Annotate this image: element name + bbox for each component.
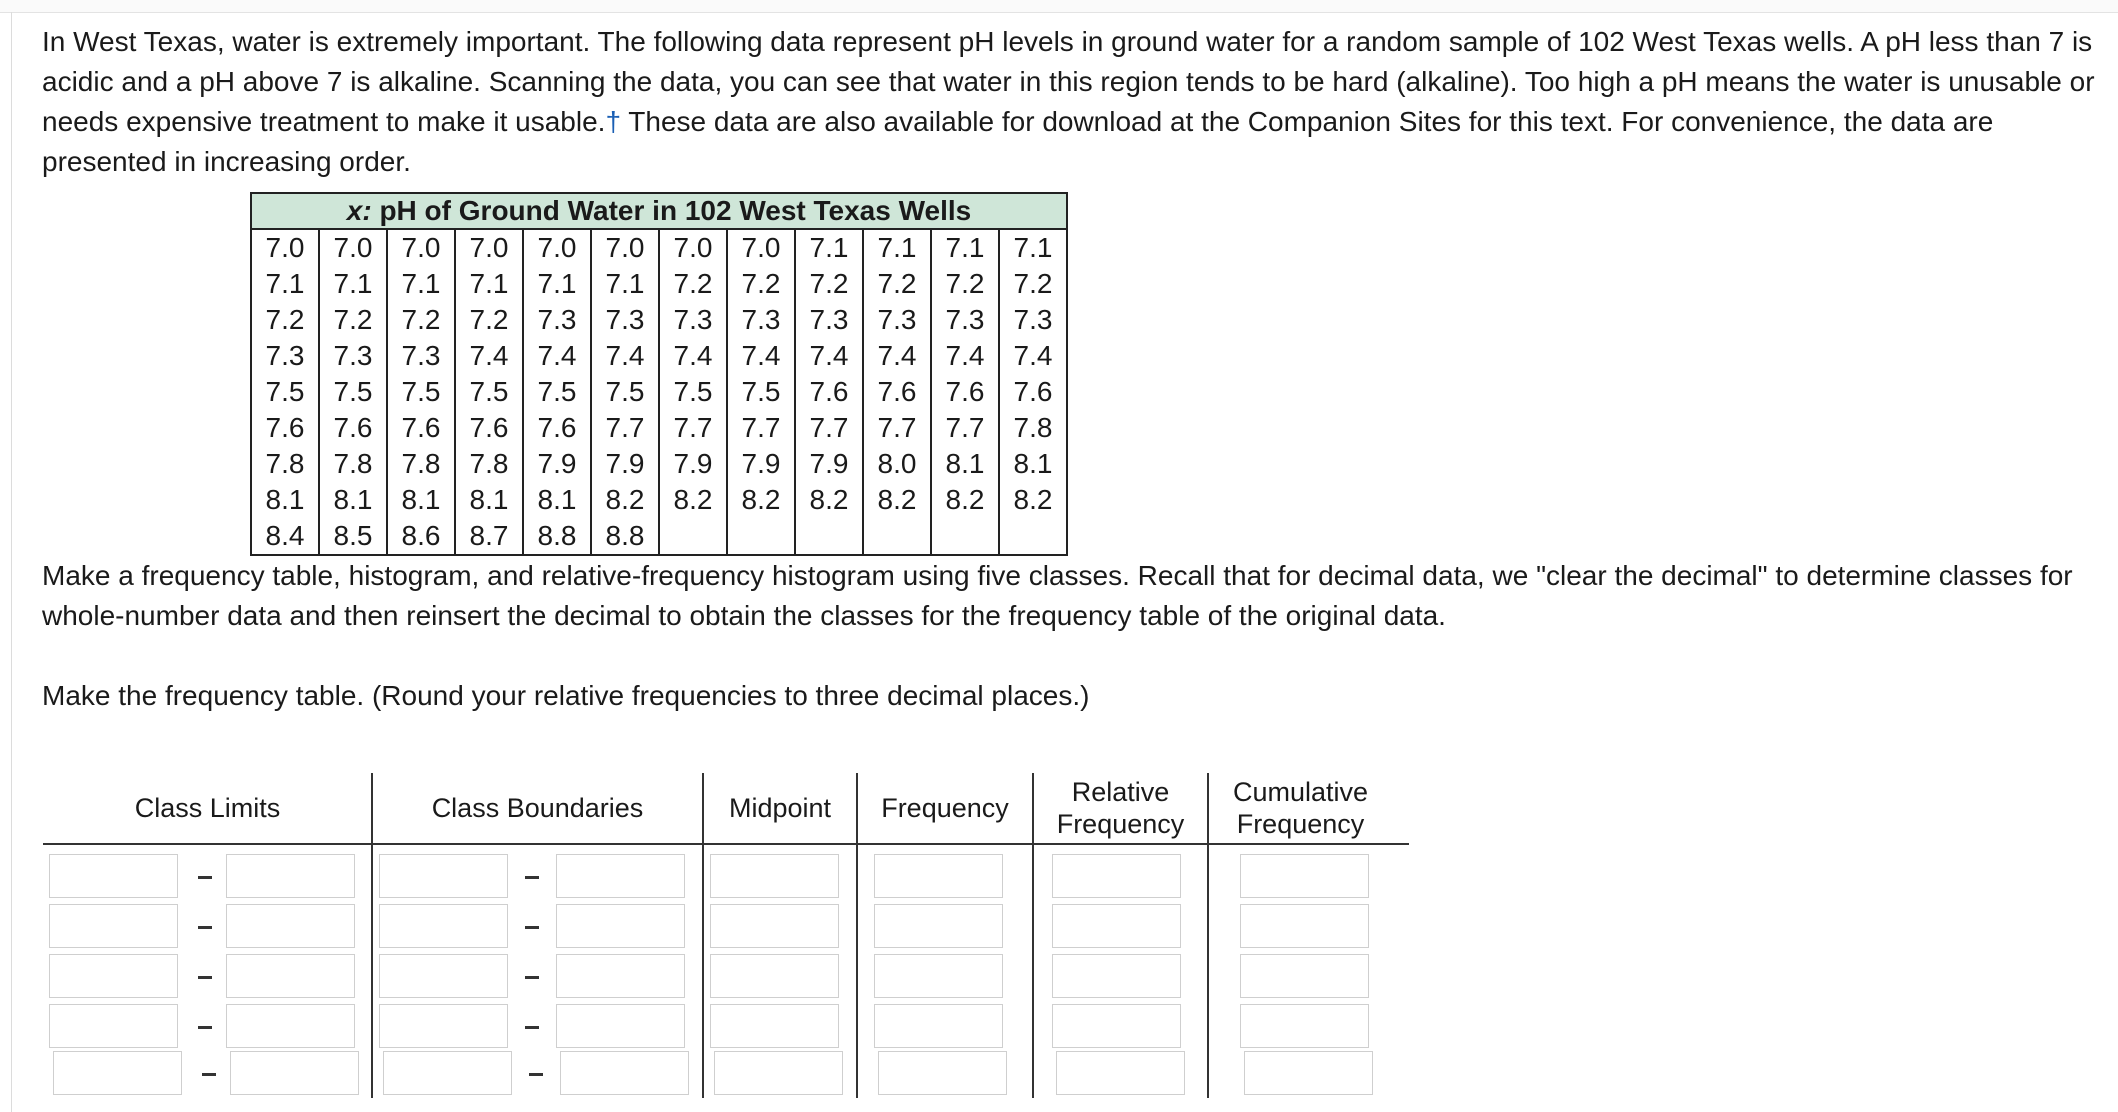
data-cell: 7.0	[727, 229, 795, 266]
data-cell: 7.3	[863, 302, 931, 338]
data-table-row	[251, 482, 1067, 518]
data-cell: 7.4	[795, 338, 863, 374]
data-cell: 7.3	[659, 302, 727, 338]
data-cell: 7.2	[795, 266, 863, 302]
data-cell: 8.4	[251, 518, 319, 555]
data-cell: 7.4	[727, 338, 795, 374]
header-underline	[43, 843, 1409, 845]
header-midpoint: Midpoint	[728, 793, 832, 823]
data-cell: 7.2	[727, 266, 795, 302]
data-cell: 7.1	[795, 229, 863, 266]
data-cell: 8.2	[591, 482, 659, 518]
data-cell: 7.4	[999, 338, 1067, 374]
relative-frequency-input[interactable]	[1052, 854, 1181, 898]
lower-class-boundary-input[interactable]	[379, 854, 508, 898]
data-cell: 7.1	[455, 266, 523, 302]
data-cell: 7.2	[387, 302, 455, 338]
data-cell: 7.0	[455, 229, 523, 266]
cumulative-frequency-input[interactable]	[1240, 854, 1369, 898]
upper-class-boundary-input[interactable]	[556, 854, 685, 898]
midpoint-input[interactable]	[714, 1051, 843, 1095]
data-cell: 7.3	[795, 302, 863, 338]
range-dash	[202, 1073, 216, 1076]
data-cell: 7.1	[863, 229, 931, 266]
lower-class-limit-input[interactable]	[49, 904, 178, 948]
intro-text: In West Texas, water is extremely important. The following data represent pH levels in ground water for a random sample of 102 West Texas wells. A pH less than 7 is acidic and a pH above 7 is alkaline. Scanning the data, you can see that water in this region tends to be hard (alkaline). Too high a pH means the water is unusable or needs expensive treatment to make it usable.	[42, 26, 2095, 137]
midpoint-input[interactable]	[710, 954, 839, 998]
lower-class-limit-input[interactable]	[49, 1004, 178, 1048]
range-dash	[525, 926, 539, 929]
column-divider	[856, 773, 858, 1098]
lower-class-boundary-input[interactable]	[383, 1051, 512, 1095]
data-table-row	[251, 446, 1067, 482]
header-frequency: Frequency	[881, 793, 1009, 823]
data-cell: 7.7	[591, 410, 659, 446]
data-cell: 7.6	[931, 374, 999, 410]
upper-class-limit-input[interactable]	[230, 1051, 359, 1095]
header-relative-frequency: Relative Frequency	[1056, 777, 1185, 839]
upper-class-boundary-input[interactable]	[560, 1051, 689, 1095]
range-dash	[198, 926, 212, 929]
data-cell: 7.8	[251, 446, 319, 482]
data-cell: 7.1	[251, 266, 319, 302]
cumulative-frequency-input[interactable]	[1240, 1004, 1369, 1048]
data-cell: 7.6	[999, 374, 1067, 410]
data-cell: 7.7	[727, 410, 795, 446]
column-divider	[1207, 773, 1209, 1098]
data-cell: 7.3	[931, 302, 999, 338]
data-cell	[795, 518, 863, 555]
data-cell: 7.9	[523, 446, 591, 482]
relative-frequency-input[interactable]	[1052, 1004, 1181, 1048]
frequency-input[interactable]	[874, 854, 1003, 898]
data-cell: 7.3	[387, 338, 455, 374]
data-cell: 7.5	[591, 374, 659, 410]
data-cell: 7.1	[999, 229, 1067, 266]
data-cell: 7.1	[931, 229, 999, 266]
data-cell: 8.6	[387, 518, 455, 555]
relative-frequency-input[interactable]	[1052, 954, 1181, 998]
data-cell: 7.6	[863, 374, 931, 410]
data-cell: 8.1	[387, 482, 455, 518]
upper-class-boundary-input[interactable]	[556, 954, 685, 998]
data-cell: 7.5	[387, 374, 455, 410]
data-cell: 7.8	[319, 446, 387, 482]
data-cell: 7.9	[795, 446, 863, 482]
range-dash	[525, 1026, 539, 1029]
data-cell	[727, 518, 795, 555]
header-cumulative-frequency: Cumulative Frequency	[1232, 777, 1369, 839]
lower-class-limit-input[interactable]	[49, 854, 178, 898]
data-cell: 7.4	[931, 338, 999, 374]
data-cell	[999, 518, 1067, 555]
top-bar	[0, 0, 2118, 13]
data-cell: 7.2	[251, 302, 319, 338]
data-cell: 8.2	[931, 482, 999, 518]
data-cell: 8.1	[319, 482, 387, 518]
data-cell: 8.2	[795, 482, 863, 518]
upper-class-boundary-input[interactable]	[556, 904, 685, 948]
data-cell: 7.5	[659, 374, 727, 410]
cumulative-frequency-input[interactable]	[1240, 954, 1369, 998]
lower-class-boundary-input[interactable]	[379, 954, 508, 998]
data-table-row	[251, 410, 1067, 446]
data-cell: 7.0	[659, 229, 727, 266]
column-divider	[702, 773, 704, 1098]
range-dash	[525, 976, 539, 979]
data-cell: 7.5	[319, 374, 387, 410]
lower-class-limit-input[interactable]	[53, 1051, 182, 1095]
cumulative-frequency-input[interactable]	[1244, 1051, 1373, 1095]
data-cell: 7.8	[455, 446, 523, 482]
data-cell: 8.1	[455, 482, 523, 518]
data-cell: 7.3	[591, 302, 659, 338]
data-cell: 8.1	[931, 446, 999, 482]
range-dash	[198, 876, 212, 879]
data-cell: 7.2	[863, 266, 931, 302]
data-table-row	[251, 374, 1067, 410]
data-cell: 8.8	[591, 518, 659, 555]
data-cell: 7.7	[931, 410, 999, 446]
data-cell: 7.4	[523, 338, 591, 374]
data-cell: 8.1	[523, 482, 591, 518]
data-cell: 7.4	[455, 338, 523, 374]
column-divider	[1032, 773, 1034, 1098]
data-cell: 8.7	[455, 518, 523, 555]
data-table-row	[251, 338, 1067, 374]
lower-class-boundary-input[interactable]	[379, 904, 508, 948]
upper-class-limit-input[interactable]	[226, 854, 355, 898]
data-cell: 8.2	[863, 482, 931, 518]
data-cell: 7.2	[319, 302, 387, 338]
data-cell: 7.1	[387, 266, 455, 302]
data-cell	[659, 518, 727, 555]
midpoint-input[interactable]	[710, 904, 839, 948]
data-cell: 7.6	[319, 410, 387, 446]
upper-class-boundary-input[interactable]	[556, 1004, 685, 1048]
data-cell: 7.4	[659, 338, 727, 374]
column-divider	[371, 773, 373, 1098]
data-cell: 7.9	[659, 446, 727, 482]
data-table-title: x: pH of Ground Water in 102 West Texas Wells	[251, 193, 1067, 229]
data-cell	[863, 518, 931, 555]
frequency-input[interactable]	[874, 904, 1003, 948]
prompt-paragraph: Make the frequency table. (Round your relative frequencies to three decimal places.)	[42, 680, 1090, 711]
data-cell: 7.6	[251, 410, 319, 446]
data-cell: 7.3	[523, 302, 591, 338]
data-table-row	[251, 302, 1067, 338]
instructions-paragraph: Make a frequency table, histogram, and relative-frequency histogram using five classes. Recall that for decimal data, we "clear the decimal" to determine classes for whole-number data and then reinsert the decimal to obtain the classes for the frequency table of the original data.	[42, 560, 2073, 631]
header-class-limits: Class Limits	[134, 793, 281, 823]
data-cell: 7.1	[591, 266, 659, 302]
data-cell: 7.5	[523, 374, 591, 410]
data-table-row	[251, 266, 1067, 302]
midpoint-input[interactable]	[710, 1004, 839, 1048]
data-cell: 7.3	[727, 302, 795, 338]
data-cell: 8.2	[659, 482, 727, 518]
data-cell: 7.0	[319, 229, 387, 266]
data-cell: 8.1	[251, 482, 319, 518]
intro-text-continued: These data are also available for download at the Companion Sites for this text. For convenience, the data are presented in increasing order.	[42, 106, 1994, 177]
relative-frequency-input[interactable]	[1056, 1051, 1185, 1095]
data-cell: 7.6	[795, 374, 863, 410]
question-content	[42, 22, 2102, 716]
data-cell: 7.5	[727, 374, 795, 410]
cumulative-frequency-input[interactable]	[1240, 904, 1369, 948]
data-cell: 7.0	[591, 229, 659, 266]
upper-class-limit-input[interactable]	[226, 904, 355, 948]
data-cell: 8.0	[863, 446, 931, 482]
data-cell: 8.2	[727, 482, 795, 518]
range-dash	[198, 976, 212, 979]
header-class-boundaries: Class Boundaries	[431, 793, 644, 823]
upper-class-limit-input[interactable]	[226, 954, 355, 998]
data-cell: 7.6	[387, 410, 455, 446]
data-cell: 8.8	[523, 518, 591, 555]
lower-class-limit-input[interactable]	[49, 954, 178, 998]
ph-data-table	[250, 192, 1068, 556]
data-cell: 8.1	[999, 446, 1067, 482]
data-cell: 7.2	[999, 266, 1067, 302]
data-cell: 7.3	[319, 338, 387, 374]
frequency-input[interactable]	[874, 954, 1003, 998]
data-cell: 7.9	[591, 446, 659, 482]
data-cell: 7.3	[251, 338, 319, 374]
data-cell: 7.6	[523, 410, 591, 446]
data-cell	[931, 518, 999, 555]
intro-paragraph	[42, 22, 2102, 182]
lower-class-boundary-input[interactable]	[379, 1004, 508, 1048]
data-cell: 7.3	[999, 302, 1067, 338]
data-cell: 7.0	[387, 229, 455, 266]
data-table-row	[251, 518, 1067, 555]
data-cell: 7.8	[387, 446, 455, 482]
data-cell: 8.2	[999, 482, 1067, 518]
data-cell: 7.0	[251, 229, 319, 266]
data-cell: 7.7	[863, 410, 931, 446]
data-cell: 7.7	[795, 410, 863, 446]
data-cell: 7.8	[999, 410, 1067, 446]
data-cell: 7.0	[523, 229, 591, 266]
frequency-input[interactable]	[878, 1051, 1007, 1095]
data-cell: 7.2	[659, 266, 727, 302]
data-cell: 7.5	[455, 374, 523, 410]
data-cell: 7.4	[591, 338, 659, 374]
data-cell: 7.6	[455, 410, 523, 446]
range-dash	[529, 1073, 543, 1076]
range-dash	[525, 876, 539, 879]
relative-frequency-input[interactable]	[1052, 904, 1181, 948]
range-dash	[198, 1026, 212, 1029]
data-cell: 7.5	[251, 374, 319, 410]
frequency-input[interactable]	[874, 1004, 1003, 1048]
data-cell: 7.1	[319, 266, 387, 302]
frequency-table	[43, 773, 1409, 1098]
data-cell: 7.2	[931, 266, 999, 302]
data-cell: 7.7	[659, 410, 727, 446]
left-divider	[11, 12, 12, 1112]
upper-class-limit-input[interactable]	[226, 1004, 355, 1048]
footnote-dagger-link[interactable]: †	[605, 106, 622, 137]
data-cell: 8.5	[319, 518, 387, 555]
data-cell: 7.9	[727, 446, 795, 482]
midpoint-input[interactable]	[710, 854, 839, 898]
data-cell: 7.1	[523, 266, 591, 302]
data-cell: 7.2	[455, 302, 523, 338]
data-cell: 7.4	[863, 338, 931, 374]
data-table-row	[251, 229, 1067, 266]
